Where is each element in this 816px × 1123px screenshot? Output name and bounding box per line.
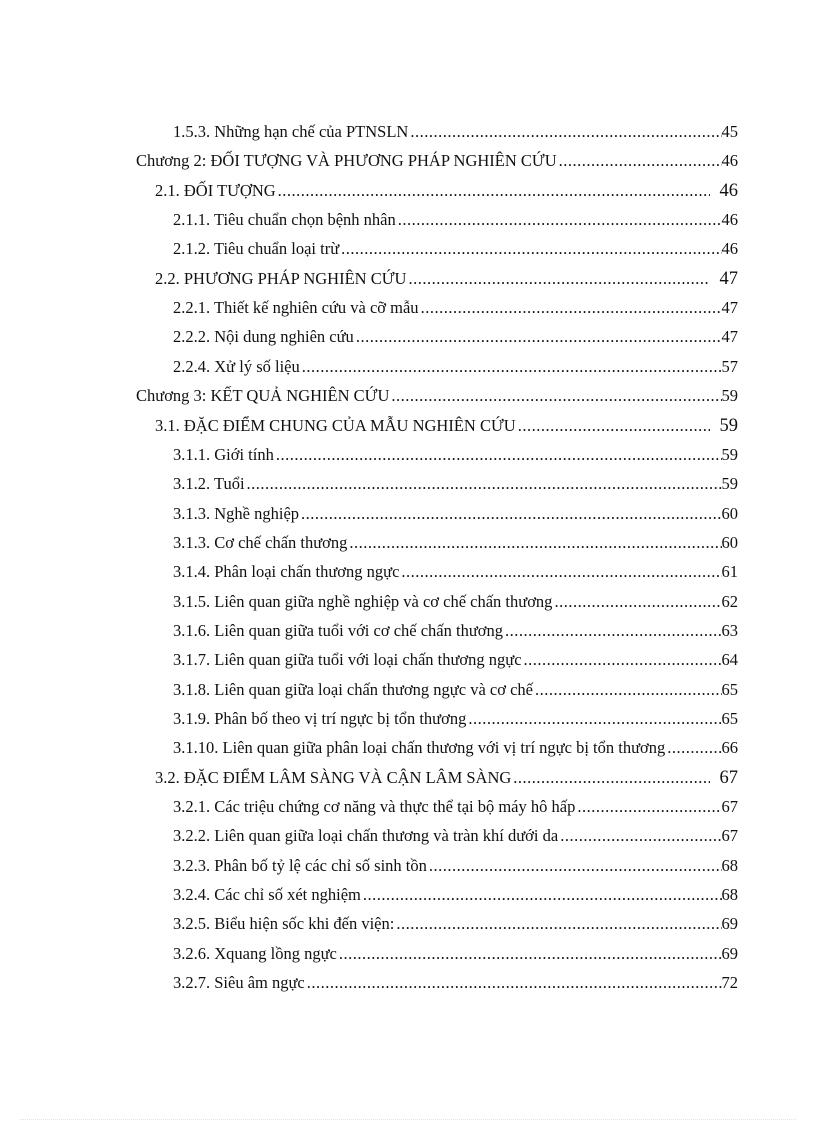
toc-entry[interactable] <box>173 234 738 263</box>
toc-entry-page-number: 59 <box>721 474 738 494</box>
toc-entry-page-number: 64 <box>721 650 738 670</box>
toc-dot-leader <box>307 968 722 997</box>
toc-entry-page-number: 66 <box>721 738 738 758</box>
toc-entry-title: 2.2.4. Xử lý số liệu <box>173 356 300 376</box>
toc-entry-title: 3.1.3. Nghề nghiệp <box>173 503 300 523</box>
toc-entry[interactable] <box>173 939 738 968</box>
toc-entry[interactable] <box>173 205 738 234</box>
toc-dot-leader <box>560 821 721 850</box>
toc-entry-page-number: 69 <box>721 914 738 934</box>
toc-dot-leader <box>391 381 721 410</box>
toc-entry[interactable] <box>173 352 738 381</box>
toc-entry-page-number: 65 <box>721 679 738 699</box>
toc-entry-page-number: 59 <box>721 386 738 406</box>
toc-entry[interactable] <box>173 117 738 146</box>
toc-dot-leader <box>505 616 722 645</box>
toc-entry-title: 3.2.6. Xquang lồng ngực <box>173 943 337 963</box>
toc-entry-page-number: 68 <box>721 885 738 905</box>
toc-entry-page-number: 59 <box>721 444 738 464</box>
toc-entry-title: 3.1.6. Liên quan giữa tuổi với cơ chế chấn thương <box>173 620 503 640</box>
toc-entry-title: 2.2.2. Nội dung nghiên cứu <box>173 327 354 347</box>
toc-entry[interactable] <box>173 469 738 498</box>
toc-entry[interactable] <box>173 587 738 616</box>
toc-entry-title: 3.1.4. Phân loại chấn thương ngực <box>173 562 400 582</box>
toc-dot-leader <box>356 322 722 351</box>
toc-entry-title: 1.5.3. Những hạn chế của PTNSLN <box>173 122 409 141</box>
toc-dot-leader <box>363 880 722 909</box>
toc-entry[interactable] <box>173 557 738 586</box>
toc-entry-page-number: 46 <box>719 180 738 201</box>
toc-entry-page-number: 67 <box>719 767 738 788</box>
toc-dot-leader <box>401 557 721 586</box>
toc-entry-title: 3.1.7. Liên quan giữa tuổi với loại chấn thương ngực <box>173 650 522 670</box>
toc-dot-leader <box>302 352 722 381</box>
toc-entry-title: 3.2.1. Các triệu chứng cơ năng và thực thể tại bộ máy hô hấp <box>173 797 576 817</box>
toc-entry[interactable] <box>173 616 738 645</box>
toc-entry-page-number: 46 <box>721 210 738 230</box>
toc-dot-leader <box>339 939 722 968</box>
toc-entry-title: Chương 2: ĐỐI TƯỢNG VÀ PHƯƠNG PHÁP NGHIÊN CỨU <box>136 151 557 171</box>
toc-entry-title: 3.1.10. Liên quan giữa phân loại chấn thương với vị trí ngực bị tổn thương <box>173 738 666 758</box>
toc-entry-title: 2.1.1. Tiêu chuẩn chọn bệnh nhân <box>173 210 396 230</box>
toc-entry-title: 3.2.3. Phân bố tỷ lệ các chỉ số sinh tồn <box>173 855 427 875</box>
toc-entry-page-number: 45 <box>721 122 738 141</box>
toc-entry[interactable] <box>173 792 738 821</box>
toc-entry[interactable] <box>173 645 738 674</box>
toc-dot-leader <box>341 234 721 263</box>
toc-dot-leader <box>349 528 721 557</box>
toc-entry-title: 3.1.3. Cơ chế chấn thương <box>173 532 348 552</box>
toc-entry-page-number: 47 <box>721 298 738 318</box>
toc-entry-page-number: 47 <box>719 268 738 289</box>
toc-dot-leader <box>429 851 722 880</box>
toc-dot-leader <box>554 587 721 616</box>
toc-entry[interactable] <box>136 146 738 175</box>
toc-dot-leader <box>396 909 721 938</box>
toc-dot-leader <box>398 205 722 234</box>
toc-entry-title: 3.2.4. Các chỉ số xét nghiệm <box>173 885 361 905</box>
toc-dot-leader <box>278 176 710 205</box>
toc-entry-title: 3.1.2. Tuổi <box>173 474 245 494</box>
toc-entry[interactable] <box>173 704 738 733</box>
toc-entry-title: 3.1.9. Phân bố theo vị trí ngực bị tổn thương <box>173 709 467 728</box>
toc-entry-title: 3.1. ĐẶC ĐIỂM CHUNG CỦA MẪU NGHIÊN CỨU <box>155 415 516 435</box>
toc-entry[interactable] <box>173 968 738 997</box>
toc-entry-title: 3.2.5. Biểu hiện sốc khi đến viện: <box>173 914 395 934</box>
toc-entry-title: 2.1. ĐỐI TƯỢNG <box>155 180 276 200</box>
toc-entry-title: Chương 3: KẾT QUẢ NGHIÊN CỨU <box>136 386 390 406</box>
toc-entry[interactable] <box>173 440 738 469</box>
toc-entry[interactable] <box>173 733 738 762</box>
toc-entry[interactable] <box>155 763 738 792</box>
toc-entry[interactable] <box>173 909 738 938</box>
toc-dot-leader <box>410 117 721 146</box>
toc-entry-page-number: 46 <box>721 239 738 259</box>
toc-dot-leader <box>513 763 709 792</box>
toc-entry-title: 3.1.5. Liên quan giữa nghề nghiệp và cơ chế chấn thương <box>173 591 553 611</box>
toc-entry-page-number: 68 <box>721 855 738 875</box>
toc-entry-title: 3.1.1. Giới tính <box>173 444 274 464</box>
toc-entry-page-number: 46 <box>721 151 738 171</box>
toc-entry[interactable] <box>173 499 738 528</box>
toc-dot-leader <box>301 499 721 528</box>
toc-entry[interactable] <box>155 176 738 205</box>
toc-entry-page-number: 65 <box>721 709 738 728</box>
toc-entry-page-number: 61 <box>721 562 738 582</box>
toc-entry-title: 2.2.1. Thiết kế nghiên cứu và cỡ mẫu <box>173 298 419 318</box>
toc-entry[interactable] <box>155 264 738 293</box>
toc-entry-title: 3.2.7. Siêu âm ngực <box>173 973 305 993</box>
toc-dot-leader <box>559 146 722 175</box>
toc-entry-title: 3.1.8. Liên quan giữa loại chấn thương ngực và cơ chế <box>173 679 533 699</box>
toc-dot-leader <box>276 440 722 469</box>
toc-dot-leader <box>535 675 722 704</box>
toc-entry[interactable] <box>173 821 738 850</box>
toc-entry-page-number: 57 <box>721 356 738 376</box>
toc-entry-page-number: 69 <box>721 943 738 963</box>
toc-dot-leader <box>577 792 721 821</box>
toc-entry-title: 2.2. PHƯƠNG PHÁP NGHIÊN CỨU <box>155 268 407 288</box>
page-bottom-divider <box>20 1119 796 1120</box>
toc-dot-leader <box>518 411 710 440</box>
toc-entry-page-number: 72 <box>721 973 738 993</box>
toc-entry[interactable] <box>173 880 738 909</box>
toc-entry-title: 3.2.2. Liên quan giữa loại chấn thương và tràn khí dưới da <box>173 826 559 846</box>
toc-entry-page-number: 60 <box>721 503 738 523</box>
toc-entry-page-number: 67 <box>721 797 738 817</box>
toc-dot-leader <box>468 704 721 733</box>
toc-entry-page-number: 67 <box>721 826 738 846</box>
toc-entry-page-number: 62 <box>721 591 738 611</box>
toc-entry-title: 3.2. ĐẶC ĐIỂM LÂM SÀNG VÀ CẬN LÂM SÀNG <box>155 767 512 787</box>
toc-dot-leader <box>421 293 722 322</box>
toc-entry[interactable] <box>173 293 738 322</box>
toc-entry-page-number: 60 <box>721 532 738 552</box>
toc-entry[interactable] <box>173 528 738 557</box>
toc-entry[interactable] <box>136 381 738 410</box>
toc-dot-leader <box>524 645 722 674</box>
toc-entry[interactable] <box>155 411 738 440</box>
toc-entry-page-number: 47 <box>721 327 738 347</box>
toc-entry[interactable] <box>173 851 738 880</box>
toc-dot-leader <box>667 733 721 762</box>
toc-entry-page-number: 63 <box>721 620 738 640</box>
toc-entry-page-number: 59 <box>719 415 738 436</box>
toc-dot-leader <box>247 469 722 498</box>
toc-dot-leader <box>408 264 709 293</box>
toc-entry-title: 2.1.2. Tiêu chuẩn loại trừ <box>173 239 340 259</box>
toc-entry[interactable] <box>173 675 738 704</box>
toc-entry[interactable] <box>173 322 738 351</box>
